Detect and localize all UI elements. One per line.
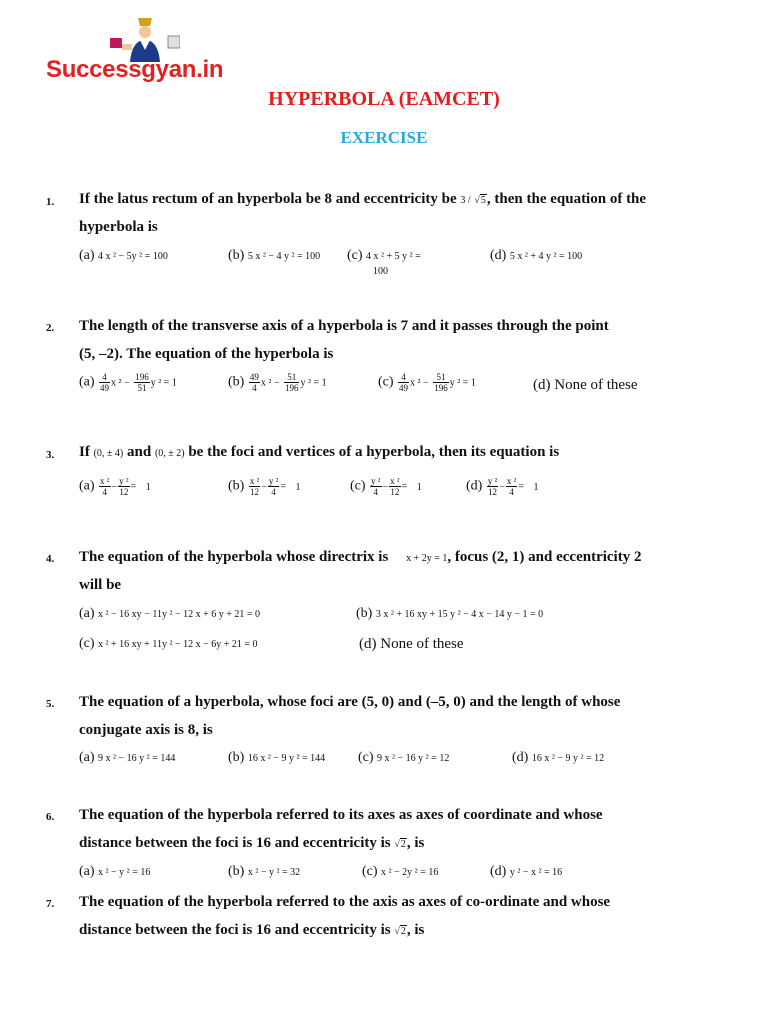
- option-b[interactable]: [356, 606, 543, 623]
- option-label: (b): [228, 478, 245, 494]
- option-a[interactable]: [79, 248, 168, 265]
- question-text: The length of the transverse axis of a hyperbola is 7 and it passes through the point: [79, 318, 609, 334]
- option-c-continued: [373, 263, 388, 280]
- option-label: (c): [350, 478, 366, 494]
- text: If: [79, 444, 90, 460]
- fraction: [118, 476, 129, 497]
- option-math: 5 x ² − 4 y ² = 100: [247, 251, 321, 262]
- option-label: (c): [378, 374, 394, 390]
- option-c[interactable]: [358, 750, 449, 767]
- option-label: (c): [347, 248, 363, 263]
- option-label: (c): [362, 864, 378, 879]
- option-d[interactable]: (d) None of these: [359, 636, 464, 652]
- option-label: (d): [490, 864, 507, 879]
- option-a[interactable]: [79, 750, 175, 767]
- logo-figure-icon: [110, 14, 180, 62]
- option-label: (d): [512, 750, 529, 765]
- option-c[interactable]: [79, 636, 258, 653]
- fraction: [398, 372, 409, 393]
- option-a[interactable]: [79, 372, 177, 393]
- fraction: [99, 476, 110, 497]
- option-label: (c): [79, 636, 95, 651]
- question-number: 3.: [46, 449, 55, 461]
- question-text-line2: hyperbola is: [79, 219, 158, 235]
- math: x + 2y = 1: [406, 553, 448, 564]
- text: , then the equation of the: [486, 191, 647, 207]
- text: , focus (2, 1) and eccentricity 2: [447, 549, 642, 565]
- option-math: x ² − y ² = 16: [98, 867, 151, 878]
- option-b[interactable]: [228, 372, 327, 393]
- option-math: 9 x ² − 16 y ² = 12: [377, 753, 450, 764]
- option-label: (b): [356, 606, 373, 621]
- option-math: x ² + 16 xy + 11y ² − 12 x − 6y + 21 = 0: [98, 639, 258, 650]
- option-math: 4 x ² + 5 y ² =: [366, 251, 421, 262]
- option-a[interactable]: [79, 606, 260, 623]
- fraction: [99, 372, 110, 393]
- math: (0, ± 2): [154, 448, 185, 459]
- option-a[interactable]: (a) $\frac{\text{x ²}}{4}$ − $\frac{\text{y ²}}{12}$ = 1: [79, 476, 151, 497]
- option-d[interactable]: [490, 248, 582, 265]
- numerator: y ²: [487, 476, 498, 486]
- fraction: [249, 372, 260, 393]
- option-b[interactable]: [228, 864, 300, 881]
- logo-text: Successgyan.in: [46, 56, 224, 83]
- option-math: x ² − 2y ² = 16: [381, 867, 439, 878]
- fraction: [487, 476, 498, 497]
- question-text-line2: conjugate axis is 8, is: [79, 722, 213, 738]
- option-c[interactable]: [362, 864, 438, 881]
- option-label: (b): [228, 248, 245, 263]
- option-label: (a): [79, 478, 95, 494]
- denominator: 49: [100, 383, 110, 393]
- question-text-line2: will be: [79, 577, 122, 593]
- denominator: 12: [119, 487, 129, 497]
- option-math: 1: [416, 481, 422, 493]
- question-text-line2: (5, –2). The equation of the hyperbola is: [79, 346, 334, 362]
- math: 3 /: [460, 195, 471, 206]
- question-text: The equation of the hyperbola referred to the axis as axes of co-ordinate and whose: [79, 894, 611, 910]
- option-math: x ² − 16 xy − 11y ² − 12 x + 6 y + 21 = 0: [98, 609, 261, 620]
- fraction: [433, 372, 449, 393]
- text: and: [127, 444, 152, 460]
- question-number: 7.: [46, 898, 55, 910]
- option-math: x ² −: [260, 377, 280, 389]
- question-text: [79, 190, 728, 210]
- option-math: 1: [533, 481, 539, 493]
- denominator: 12: [390, 487, 400, 497]
- option-math: 5 x ² + 4 y ² = 100: [509, 251, 583, 262]
- denominator: 4: [271, 487, 276, 497]
- option-d[interactable]: (d) None of these: [533, 377, 638, 393]
- text: , is: [406, 835, 425, 851]
- option-b[interactable]: (b) $\frac{\text{x ²}}{12}$ − $\frac{\text{y ²}}{4}$ = 1: [228, 476, 301, 497]
- denominator: 196: [284, 383, 299, 393]
- numerator: y ²: [268, 476, 279, 486]
- fraction: [134, 372, 150, 393]
- fraction: [506, 476, 517, 497]
- option-c[interactable]: [378, 372, 476, 393]
- sqrt-expression: √2: [394, 926, 406, 937]
- option-a[interactable]: [79, 864, 150, 881]
- denominator: 4: [509, 487, 514, 497]
- question-text: The equation of a hyperbola, whose foci are (5, 0) and (–5, 0) and the length of whose: [79, 694, 621, 710]
- numerator: 196: [135, 372, 149, 382]
- fraction: [249, 476, 260, 497]
- question-text-line2: [79, 834, 728, 854]
- option-b[interactable]: [228, 248, 320, 265]
- numerator: y ²: [371, 476, 381, 486]
- option-math: 1: [145, 481, 151, 493]
- numerator: y ²: [119, 476, 129, 486]
- numerator: 4: [99, 372, 110, 383]
- option-math: 4 x ² − 5y ² = 100: [98, 251, 168, 262]
- numerator: 49: [249, 372, 259, 382]
- denominator: 12: [488, 487, 498, 497]
- text: be the foci and vertices of a hyperbola, then its equation is: [188, 444, 560, 460]
- denominator: 12: [250, 487, 260, 497]
- numerator: 51: [284, 372, 300, 383]
- option-d[interactable]: [490, 864, 562, 881]
- option-label: (a): [79, 606, 95, 621]
- option-label: (d): [490, 248, 507, 263]
- question-number: 1.: [46, 196, 55, 208]
- option-math: y ² = 1: [150, 377, 177, 389]
- sqrt-expression: √5: [474, 195, 486, 206]
- math: (0, ± 4): [93, 448, 124, 459]
- denominator: 4: [373, 487, 379, 497]
- text: If the latus rectum of an hyperbola be 8 and eccentricity be: [79, 191, 457, 207]
- numerator: x ²: [506, 476, 517, 486]
- numerator: x ²: [100, 476, 110, 486]
- radicand: 2: [400, 839, 406, 850]
- question-text-line2: [79, 921, 728, 941]
- option-label: (b): [228, 864, 245, 879]
- option-math: 9 x ² − 16 y ² = 144: [98, 753, 176, 764]
- question-text: [79, 548, 728, 568]
- question-number: 4.: [46, 553, 55, 565]
- option-c[interactable]: (c) $\frac{\text{y ²}}{4}$ − $\frac{\text{x ²}}{12}$ = 1: [350, 476, 422, 497]
- fraction: [370, 476, 381, 497]
- radicand: 5: [480, 195, 486, 206]
- option-math: 16 x ² − 9 y ² = 144: [247, 753, 326, 764]
- option-math: x ² − y ² = 32: [247, 867, 301, 878]
- option-math: 3 x ² + 16 xy + 15 y ² − 4 x − 14 y − 1 = 0: [375, 609, 544, 620]
- option-b[interactable]: [228, 750, 325, 767]
- denominator: 49: [399, 383, 409, 393]
- option-label: (a): [79, 374, 95, 390]
- question-number: 6.: [46, 811, 55, 823]
- option-label: (a): [79, 248, 95, 263]
- fraction: [389, 476, 400, 497]
- text: , is: [406, 922, 425, 938]
- fraction: [284, 372, 300, 393]
- option-label: (a): [79, 864, 95, 879]
- option-math: 100: [373, 266, 388, 277]
- option-math: y ² = 1: [300, 377, 327, 389]
- option-label: (b): [228, 750, 245, 765]
- radicand: 2: [400, 926, 406, 937]
- fraction: [268, 476, 279, 497]
- option-math: 16 x ² − 9 y ² = 12: [531, 753, 605, 764]
- text: distance between the foci is 16 and eccentricity is: [79, 835, 391, 851]
- numerator: 4: [398, 372, 409, 383]
- question-number: 5.: [46, 698, 55, 710]
- option-label: (a): [79, 750, 95, 765]
- numerator: x ²: [390, 476, 400, 486]
- denominator: 51: [137, 383, 147, 393]
- sqrt-expression: √2: [394, 839, 406, 850]
- numerator: 51: [433, 372, 449, 383]
- denominator: 196: [434, 383, 448, 393]
- option-math: 1: [295, 481, 301, 493]
- text: distance between the foci is 16 and eccentricity is: [79, 922, 391, 938]
- question-text: [79, 443, 728, 463]
- numerator: x ²: [249, 476, 260, 486]
- site-logo: [46, 12, 236, 82]
- option-d[interactable]: (d) $\frac{\text{y ²}}{12}$ − $\frac{\text{x ²}}{4}$ = 1: [466, 476, 539, 497]
- section-title: EXERCISE: [340, 128, 428, 147]
- page-title: HYPERBOLA (EAMCET): [268, 88, 500, 110]
- option-math: x ² −: [410, 377, 429, 389]
- text: The equation of the hyperbola whose directrix is: [79, 549, 389, 565]
- denominator: 4: [252, 383, 257, 393]
- question-number: 2.: [46, 322, 55, 334]
- denominator: 4: [102, 487, 108, 497]
- option-math: y ² − x ² = 16: [509, 867, 563, 878]
- option-d[interactable]: [512, 750, 604, 767]
- option-label: (b): [228, 374, 245, 390]
- option-label: (d): [466, 478, 483, 494]
- option-math: x ² −: [111, 377, 130, 389]
- option-label: (c): [358, 750, 374, 765]
- option-math: y ² = 1: [449, 377, 476, 389]
- question-text: The equation of the hyperbola referred to its axes as axes of coordinate and whose: [79, 807, 603, 823]
